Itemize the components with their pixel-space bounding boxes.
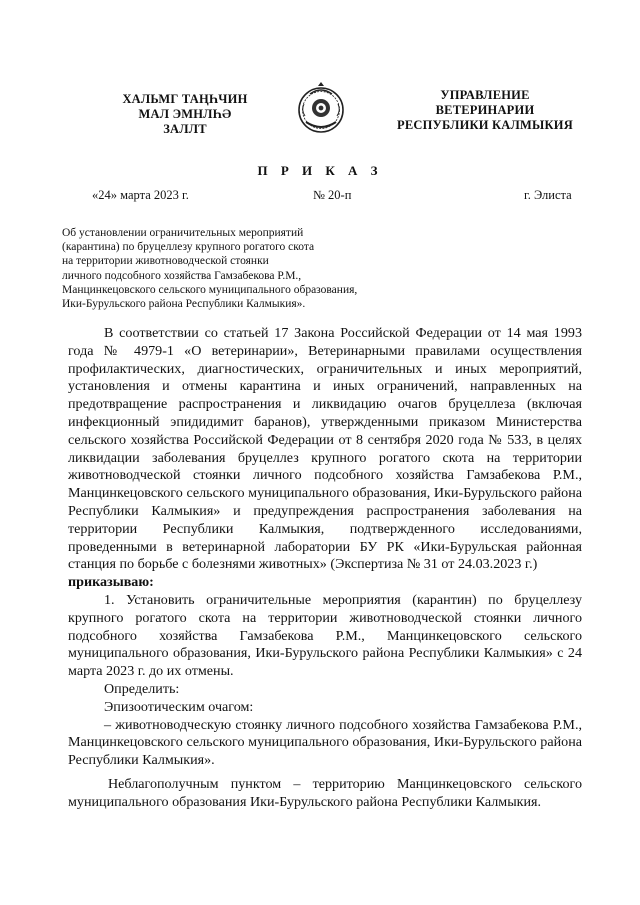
header-right-russian bbox=[380, 88, 590, 133]
header-left-line-3: ЗАЛЛТ bbox=[163, 122, 207, 136]
order-subject bbox=[62, 226, 442, 311]
item-1-paragraph: 1. Установить ограничительные мероприятия (карантин) по бруцеллезу крупного рогатого скота на территории животноводческой стоянки личного подсобного хозяйства Гамзабекова Р.М., Манцинкецовского сельского муниципального образования, Ики-Бурульского района Республики Калмыкия» с 24 марта 2023 г. до их отмены. bbox=[68, 591, 582, 680]
unfavorable-paragraph: Неблагополучным пунктом – территорию Манцинкецовского сельского муниципального образования Ики-Бурульского района Республики Калмыкия. bbox=[68, 775, 582, 810]
order-city: г. Элиста bbox=[524, 188, 572, 202]
kalmykia-coat-of-arms-icon bbox=[296, 82, 346, 138]
subject-line: Ики-Бурульского района Республики Калмыкия». bbox=[62, 298, 306, 311]
header-left-kalmyk bbox=[95, 92, 275, 137]
define-label: Определить: bbox=[104, 680, 180, 697]
subject-line: на территории животноводческой стоянки bbox=[62, 255, 269, 268]
focus-label: Эпизоотическим очагом: bbox=[104, 698, 254, 715]
subject-line: личного подсобного хозяйства Гамзабекова Р.М., bbox=[62, 269, 302, 282]
header-left-line-1: ХАЛЬМГ ТАҢҺЧИН bbox=[122, 92, 248, 106]
order-number: № 20-п bbox=[313, 188, 352, 202]
header-right-line-1: УПРАВЛЕНИЕ bbox=[440, 88, 530, 102]
preamble-paragraph: В соответствии со статьей 17 Закона Российской Федерации от 14 мая 1993 года № 4979-1 «О ветеринарии», Ветеринарными правилами осуществления профилактических, диагностических, ограничительных и иных мероприятий, установления и отмены карантина и иных ограничений, направленных на предотвращение распространения и ликвидацию очагов бруцеллеза (включая инфекционный эпидидимит баранов), утвержденными приказом Министерства сельского хозяйства Российской Федерации от 8 сентября 2020 года № 533, в целях ликвидации заболевания бруцеллез крупного рогатого скота на территории животноводческой стоянки личного подсобного хозяйства Гамзабекова Р.М., Манцинкецовского сельского муниципального образования, Ики-Бурульского района Республики Калмыкия» и предупреждения распространения заболевания на территории Республики Калмыкия, подтвержденного исследованиями, проведенными в ветеринарной лаборатории БУ РК «Ики-Бурульская районная станция по борьбе с болезнями животных» (Экспертиза № 31 от 24.03.2023 г.) bbox=[68, 325, 582, 573]
focus-text: – животноводческую стоянку личного подсобного хозяйства Гамзабекова Р.М., Манцинкецовского сельского муниципального образования, Ики-Бурульского района Республики Калмыкия». bbox=[68, 716, 582, 769]
header-left-line-2: МАЛ ЭМНЛҺӘ bbox=[138, 107, 232, 121]
order-word: приказываю: bbox=[68, 574, 154, 591]
subject-line: Манцинкецовского сельского муниципального образования, bbox=[62, 283, 358, 296]
order-title: П Р И К А З bbox=[257, 163, 383, 178]
order-body bbox=[68, 325, 582, 812]
header-right-line-3: РЕСПУБЛИКИ КАЛМЫКИЯ bbox=[397, 118, 573, 132]
subject-line: Об установлении ограничительных мероприятий bbox=[62, 227, 304, 239]
header-right-line-2: ВЕТЕРИНАРИИ bbox=[435, 103, 535, 117]
subject-line: (карантина) по бруцеллезу крупного рогатого скота bbox=[62, 241, 315, 254]
order-date: «24» марта 2023 г. bbox=[92, 188, 189, 202]
